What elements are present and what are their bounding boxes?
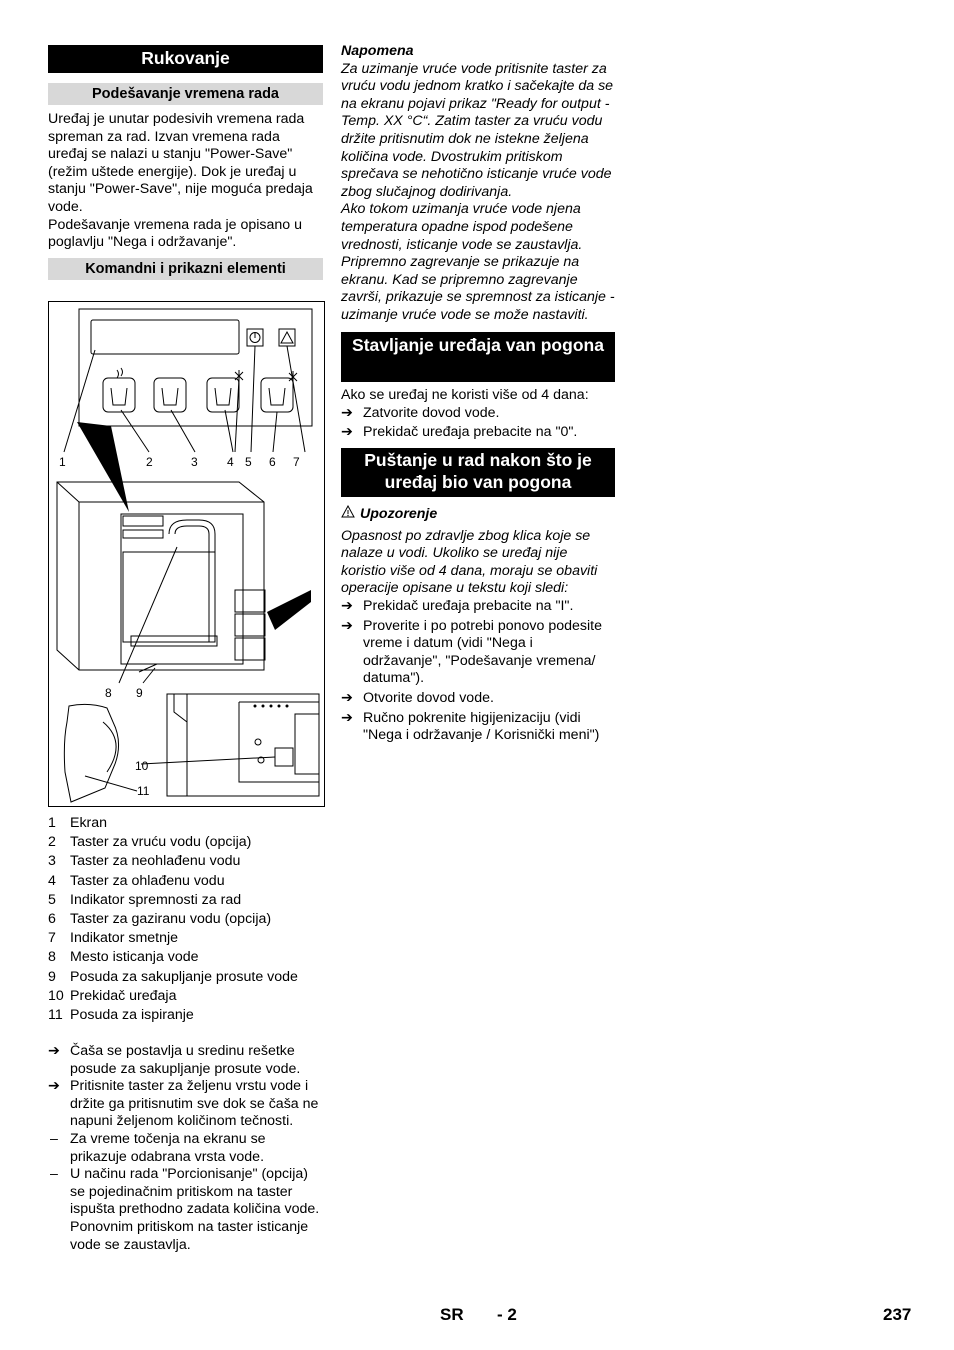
footer-language: SR: [440, 1305, 464, 1324]
legend-item: 9 Posuda za sakupljanje prosute vode: [48, 968, 298, 985]
list-item: ➔ Pritisnite taster za željenu vrstu vode i držite ga pritisnutim sve dok se čaša ne napuni željenom količinom tečnosti.: [48, 1078, 319, 1130]
switch-detail: [167, 694, 319, 796]
figure-label: 9: [136, 686, 143, 700]
section-title-shutdown: Stavljanje uređaja van pogona: [341, 332, 615, 382]
figure-label: 11: [137, 784, 150, 798]
page-number: 237: [883, 1305, 912, 1324]
list-item: – Za vreme točenja na ekranu se prikazuje odabrana vrsta vode.: [50, 1130, 266, 1165]
usage-steps: [48, 1043, 323, 1254]
control-panel-detail: [79, 309, 312, 426]
subsection-title-controls: Komandni i prikazni elementi: [48, 258, 323, 280]
footer-section: - 2: [497, 1305, 517, 1324]
figure-label: 5: [245, 455, 252, 469]
figure-legend: [48, 814, 323, 1025]
paragraph: Ako tokom uzimanja vruće vode njena temperatura opadne ispod podešene vrednosti, isticanje vode se zaustavlja.: [341, 201, 583, 253]
zoom-wedge: [77, 422, 129, 512]
list-item: ➔ Ručno pokrenite higijenizaciju (vidi "Nega i održavanje / Korisnički meni"): [341, 709, 600, 744]
shutdown-steps: [341, 405, 615, 442]
legend-item: 10 Prekidač uređaja: [48, 987, 177, 1004]
note-block: [341, 43, 615, 325]
legend-item: 5 Indikator spremnosti za rad: [48, 891, 242, 908]
section-title-restart: Puštanje u rad nakon što je uređaj bio van pogona: [341, 448, 615, 497]
list-item: ➔ Proverite i po potrebi ponovo podesite vreme i datum (vidi "Nega i održavanje", "Podešavanje vremena/ datuma").: [341, 617, 602, 687]
hot-water-button: [103, 378, 135, 412]
shutdown-content: [341, 387, 615, 442]
warning-title-row: [341, 505, 615, 524]
list-item: ➔ Prekidač uređaja prebacite na "I".: [341, 597, 574, 614]
paragraph: Podešavanje vremena rada je opisano u poglavlju "Nega i održavanje".: [48, 216, 302, 251]
legend-item: 3 Taster za neohlađenu vodu: [48, 853, 241, 870]
legend-item: 1 Ekran: [48, 815, 108, 831]
legend-item: 7 Indikator smetnje: [48, 930, 179, 947]
figure-label: 7: [293, 455, 300, 469]
warning-title: Upozorenje: [360, 506, 438, 522]
list-item: ➔ Čaša se postavlja u sredinu rešetke posude za sakupljanje prosute vode.: [48, 1043, 301, 1077]
figure-label: 3: [191, 455, 198, 469]
section-title-rukovanje: Rukovanje: [48, 45, 323, 73]
list-item: ➔ Zatvorite dovod vode.: [341, 404, 500, 421]
list-item: – U načinu rada "Porcionisanje" (opcija) se pojedinačnim pritiskom na taster ispušta prethodno zadata količina vode. Ponovnim pritiskom na taster isticanje vode se zaustavlja.: [50, 1166, 320, 1253]
legend-item: 6 Taster za gaziranu vodu (opcija): [48, 911, 272, 928]
restart-steps: [341, 598, 615, 745]
legend-item: 2 Taster za vruću vodu (opcija): [48, 834, 252, 851]
display-screen: [91, 320, 239, 354]
rinse-jug: [64, 704, 118, 802]
list-item: ➔ Otvorite dovod vode.: [341, 689, 494, 706]
figure-label: 2: [146, 455, 153, 469]
list-item: ➔ Prekidač uređaja prebacite na "0".: [341, 424, 578, 441]
paragraph: Za uzimanje vruće vode pritisnite taster za vruću vodu jednom kratko i sačekajte da se na ekranu pojavi prikaz "Ready for output - Temp. XX °C“. Zatim taster za vruću vodu držite pritisnutim dok ne istekne željena količina vode. Dvostrukim pritiskom sprečava se nehotično isticanje vruće vode zbog slučajnog dodirivanja.: [341, 60, 614, 200]
warning-text: Opasnost po zdravlje zbog klica koje se nalaze u vodi. Ukoliko se uređaj nije koristio više od 4 dana, moraju se obaviti operacije opisane u tekstu koji sledi:: [341, 527, 598, 597]
warning-triangle-icon: [341, 505, 356, 524]
legend-item: 8 Mesto isticanja vode: [48, 949, 199, 966]
restart-content: [341, 505, 615, 745]
control-elements-figure: [48, 301, 325, 807]
operating-times-text: [48, 111, 323, 252]
sparkling-water-button: [261, 378, 293, 412]
figure-label: 1: [59, 455, 66, 469]
figure-label: 6: [269, 455, 276, 469]
figure-label: 8: [105, 686, 112, 700]
legend-item: 11 Posuda za ispiranje: [48, 1007, 194, 1024]
figure-label: 10: [135, 759, 149, 773]
legend-item: 4 Taster za ohlađenu vodu: [48, 872, 225, 889]
shutdown-intro: Ako se uređaj ne koristi više od 4 dana:: [341, 387, 589, 403]
note-title: Napomena: [341, 43, 414, 59]
subsection-title-operating-times: Podešavanje vremena rada: [48, 83, 323, 105]
non-cooled-water-button: [154, 378, 186, 412]
paragraph: Pripremno zagrevanje se prikazuje na ekranu. Kad se pripremno zagrevanje završi, prikazuje se spremnost za isticanje - uzimanje vruće vode se može nastaviti.: [341, 254, 615, 323]
power-switch: [275, 748, 293, 766]
figure-label: 4: [227, 455, 234, 469]
cooled-water-button: [207, 378, 239, 412]
dispenser-illustration: [49, 302, 324, 806]
paragraph: Uređaj je unutar podesivih vremena rada spreman za rad. Izvan vremena rada uređaj se nalazi u stanju "Power-Save" (režim uštede energije). Dok je uređaj u stanju "Power-Save", nije moguća predaja vode.: [48, 111, 313, 215]
